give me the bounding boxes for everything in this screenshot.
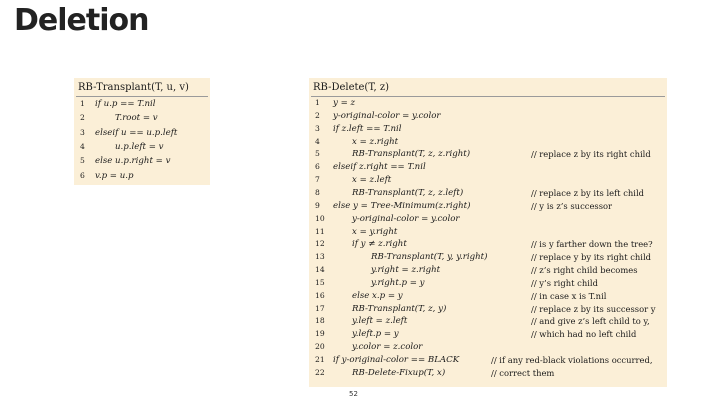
- code-comment: // replace y by its right child: [531, 252, 652, 263]
- pseudocode-line: [309, 124, 667, 137]
- line-number: 4: [80, 141, 85, 151]
- line-number: 21: [315, 355, 325, 364]
- code-text: RB-Delete-Fixup(T, x): [352, 367, 446, 378]
- pseudocode-line: [309, 355, 667, 368]
- code-comment: // z’s right child becomes: [531, 265, 638, 276]
- line-number: 11: [315, 226, 325, 236]
- code-text: RB-Transplant(T, y, y.right): [371, 252, 488, 263]
- pseudocode-line: [309, 252, 667, 265]
- code-text: v.p = u.p: [95, 170, 134, 181]
- code-text: y.left.p = y: [352, 329, 399, 340]
- code-text: y = z: [333, 98, 356, 108]
- code-text: x = z.right: [352, 136, 399, 147]
- rb-transplant-pseudocode-box: [74, 78, 210, 185]
- code-text: u.p.left = v: [115, 141, 164, 152]
- header-divider: [311, 96, 665, 97]
- line-number: 3: [315, 123, 320, 133]
- code-text: elseif z.right == T.nil: [333, 162, 426, 173]
- slide-title: Deletion: [14, 3, 149, 38]
- line-number: 22: [315, 367, 325, 377]
- pseudocode-line: [74, 156, 210, 169]
- line-number: 18: [315, 316, 325, 326]
- page-number: 52: [349, 390, 358, 398]
- pseudocode-line: [74, 142, 210, 155]
- code-text: y.right.p = y: [371, 277, 425, 288]
- code-text: y-original-color = y.color: [352, 213, 460, 224]
- line-number: 8: [315, 187, 320, 197]
- line-number: 3: [80, 127, 85, 137]
- pseudocode-line: [309, 137, 667, 150]
- pseudocode-line: [309, 316, 667, 329]
- line-number: 2: [80, 113, 85, 123]
- pseudocode-line: [74, 99, 210, 112]
- code-comment: // and give z’s left child to y,: [531, 316, 650, 327]
- code-text: else u.p.right = v: [95, 156, 171, 167]
- pseudocode-line: [309, 162, 667, 175]
- code-text: else y = Tree-Minimum(z.right): [333, 200, 471, 211]
- pseudocode-line: [309, 342, 667, 355]
- pseudocode-line: [309, 265, 667, 278]
- pseudocode-line: [309, 175, 667, 188]
- header-divider: [76, 96, 208, 97]
- code-text: if y-original-color == BLACK: [333, 355, 460, 365]
- line-number: 1: [80, 99, 85, 108]
- line-number: 1: [315, 98, 320, 107]
- code-text: y.color = z.color: [352, 342, 423, 353]
- pseudocode-line: [309, 329, 667, 342]
- rb-delete-header: RB-Delete(T, z): [313, 82, 390, 93]
- line-number: 6: [80, 170, 85, 180]
- line-number: 2: [315, 110, 320, 120]
- line-number: 15: [315, 277, 325, 287]
- code-comment: // y’s right child: [531, 277, 598, 288]
- code-comment: // which had no left child: [531, 329, 637, 340]
- code-comment: // if any red-black violations occurred,: [491, 355, 653, 365]
- rb-delete-pseudocode-box: [309, 78, 667, 387]
- pseudocode-line: [309, 149, 667, 162]
- pseudocode-line: [309, 98, 667, 111]
- pseudocode-line: [309, 278, 667, 291]
- code-text: x = y.right: [352, 226, 398, 237]
- line-number: 17: [315, 303, 325, 313]
- line-number: 10: [315, 213, 325, 223]
- line-number: 7: [315, 175, 320, 185]
- code-text: if y ≠ z.right: [352, 239, 407, 250]
- code-text: y.right = z.right: [371, 265, 441, 276]
- pseudocode-line: [309, 111, 667, 124]
- pseudocode-line: [309, 227, 667, 240]
- code-comment: // is y farther down the tree?: [531, 239, 653, 250]
- code-text: if u.p == T.nil: [95, 99, 156, 109]
- line-number: 5: [315, 149, 320, 159]
- code-text: elseif u == u.p.left: [95, 127, 178, 138]
- code-text: if z.left == T.nil: [333, 123, 402, 134]
- line-number: 16: [315, 290, 325, 300]
- code-text: y.left = z.left: [352, 316, 408, 327]
- code-comment: // in case x is T.nil: [531, 290, 607, 301]
- line-number: 20: [315, 342, 325, 352]
- pseudocode-line: [309, 214, 667, 227]
- code-comment: // replace z by its right child: [531, 149, 651, 160]
- line-number: 12: [315, 239, 325, 249]
- code-comment: // replace z by its left child: [531, 187, 645, 198]
- pseudocode-line: [309, 188, 667, 201]
- code-text: else x.p = y: [352, 290, 403, 301]
- code-comment: // replace z by its successor y: [531, 303, 656, 314]
- pseudocode-line: [74, 128, 210, 141]
- line-number: 6: [315, 162, 320, 172]
- line-number: 4: [315, 136, 320, 146]
- pseudocode-line: [309, 304, 667, 317]
- pseudocode-line: [309, 201, 667, 214]
- code-comment: // correct them: [491, 367, 555, 378]
- pseudocode-line: [309, 368, 667, 381]
- line-number: 14: [315, 265, 325, 275]
- code-text: T.root = v: [115, 113, 158, 124]
- line-number: 19: [315, 329, 325, 339]
- pseudocode-line: [74, 171, 210, 184]
- code-text: RB-Transplant(T, z, y): [352, 303, 447, 314]
- pseudocode-line: [309, 239, 667, 252]
- code-text: x = z.left: [352, 175, 392, 186]
- code-comment: // y is z’s successor: [531, 200, 613, 211]
- code-text: RB-Transplant(T, z, z.right): [352, 149, 471, 160]
- line-number: 13: [315, 252, 325, 262]
- line-number: 9: [315, 200, 320, 210]
- pseudocode-line: [309, 291, 667, 304]
- rb-transplant-header: RB-Transplant(T, u, v): [78, 82, 189, 93]
- line-number: 5: [80, 156, 85, 166]
- code-text: y-original-color = y.color: [333, 110, 441, 121]
- code-text: RB-Transplant(T, z, z.left): [352, 187, 464, 198]
- pseudocode-line: [74, 113, 210, 126]
